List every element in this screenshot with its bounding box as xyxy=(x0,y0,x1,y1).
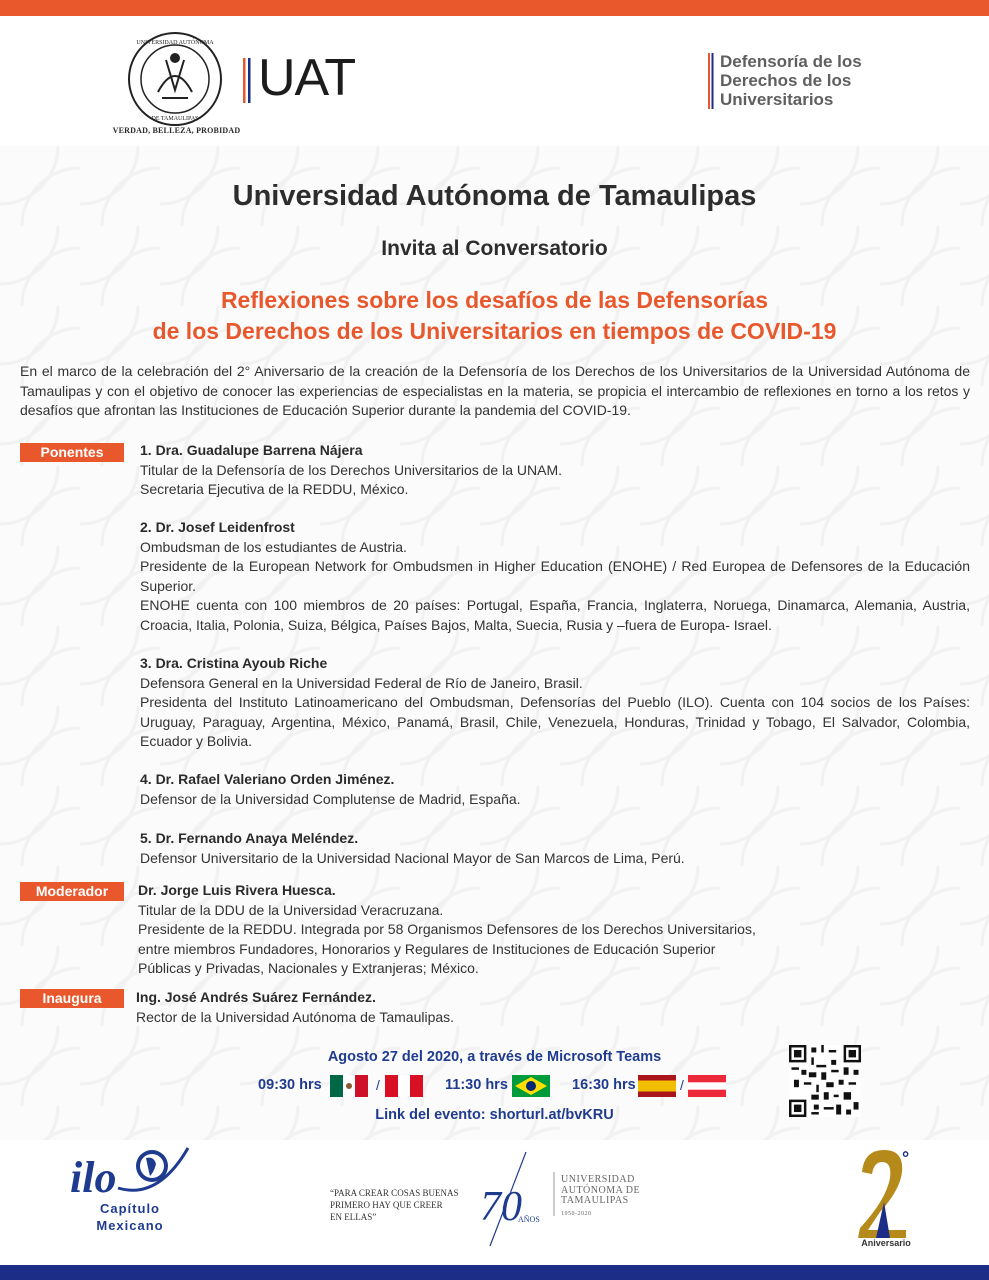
defensoria-color-bars-icon xyxy=(708,53,714,109)
uat-logo-text: UAT xyxy=(258,49,356,107)
uni-line: TAMAULIPAS xyxy=(561,1195,629,1206)
speaker-detail: Titular de la Defensoría de los Derechos Universitarios de la UNAM. xyxy=(140,461,562,478)
moderator-name: Dr. Jorge Luis Rivera Huesca. xyxy=(138,882,336,898)
second-anniversary-logo-icon xyxy=(850,1142,922,1252)
qr-code-icon[interactable] xyxy=(789,1045,861,1117)
uni-years: 1950-2020 xyxy=(561,1210,592,1217)
moderator xyxy=(138,881,968,979)
ponentes-label: Ponentes xyxy=(20,443,124,462)
university-seal-icon xyxy=(122,30,228,128)
ilo-caption xyxy=(60,1200,200,1234)
page-title: Universidad Autónoma de Tamaulipas xyxy=(232,180,757,212)
inaugurator xyxy=(136,988,966,1027)
speaker-detail: ENOHE cuenta con 100 miembros de 20 países: Portugal, España, Francia, Inglaterra, Noruega, Dinamarca, Alemania, Austria, Croacia, Italia, Polonia, Suiza, Bélgica, Países Bajos, Malta, Suecia, Rusia y –fuera de Europa- Israel. xyxy=(140,597,970,633)
inaugura-label: Inaugura xyxy=(20,989,124,1008)
time-spain-austria: 16:30 hrs xyxy=(572,1077,636,1093)
page-subtitle: Invita al Conversatorio xyxy=(381,237,608,260)
svg-text:UNIVERSIDAD AUTÓNOMA: UNIVERSIDAD AUTÓNOMA xyxy=(136,40,214,46)
brazil-flag-icon xyxy=(512,1075,550,1097)
speaker-4 xyxy=(140,770,970,809)
speaker-1 xyxy=(140,441,970,500)
speaker-detail: Secretaria Ejecutiva de la REDDU, México. xyxy=(140,481,409,497)
event-link[interactable]: Link del evento: shorturl.at/bvKRU xyxy=(375,1107,614,1123)
defensoria-line: Universitarios xyxy=(720,90,834,109)
defensoria-line: Defensoría de los xyxy=(720,52,862,71)
seventy-sub: AÑOS xyxy=(518,1215,540,1224)
inaugurator-detail: Rector de la Universidad Autónoma de Tamaulipas. xyxy=(136,1008,455,1025)
moderator-detail: entre miembros Fundadores, Honorarios y Regulares de Instituciones de Educación Superior xyxy=(138,940,716,957)
speaker-name: 3. Dra. Cristina Ayoub Riche xyxy=(140,655,328,671)
moderator-detail: Presidente de la REDDU. Integrada por 58 Organismos Defensores de los Derechos Universitarios, xyxy=(138,921,756,937)
speaker-2 xyxy=(140,518,970,635)
anniversary-caption: Aniversario xyxy=(861,1238,911,1248)
speaker-5 xyxy=(140,829,970,868)
peru-flag-icon xyxy=(385,1075,423,1097)
speaker-detail: Presidente de la European Network for Ombudsmen in Higher Education (ENOHE) / Red Europea de Defensores de la Educación Superior. xyxy=(140,558,970,594)
motto-quote xyxy=(330,1187,480,1223)
topic-line: de los Derechos de los Universitarios en tiempos de COVID-19 xyxy=(152,318,837,344)
seventy-years-logo-icon xyxy=(476,1150,556,1250)
flag-separator: / xyxy=(680,1077,684,1093)
uni-line: AUTÓNOMA DE xyxy=(561,1184,641,1196)
uat-color-bars-icon xyxy=(243,58,251,103)
intro-paragraph: En el marco de la celebración del 2° Aniversario de la creación de la Defensoría de los Derechos de los Universitarios de la Universidad Autónoma de Tamaulipas y con el objetivo de conocer las experiencias de especialistas en la materia, se propicia el intercambio de reflexiones en torno a los retos y desafíos que afrontan las Instituciones de Educación Superior durante la pandemia del COVID-19. xyxy=(20,363,970,418)
top-accent-bar xyxy=(0,0,989,16)
speaker-3 xyxy=(140,654,970,752)
defensoria-line: Derechos de los xyxy=(720,71,852,90)
svg-text:DE TAMAULIPAS: DE TAMAULIPAS xyxy=(151,116,199,122)
moderador-label: Moderador xyxy=(20,882,124,901)
speaker-name: 1. Dra. Guadalupe Barrena Nájera xyxy=(140,442,363,458)
university-70-text xyxy=(561,1175,661,1219)
speaker-detail: Ombudsman de los estudiantes de Austria. xyxy=(140,538,407,555)
speaker-detail: Defensor de la Universidad Complutense de Madrid, España. xyxy=(140,790,521,807)
inaugurator-name: Ing. José Andrés Suárez Fernández. xyxy=(136,989,376,1005)
speaker-name: 4. Dr. Rafael Valeriano Orden Jiménez. xyxy=(140,771,395,787)
speaker-name: 5. Dr. Fernando Anaya Meléndez. xyxy=(140,830,359,846)
seal-motto: VERDAD, BELLEZA, PROBIDAD xyxy=(112,126,241,135)
time-mexico-peru: 09:30 hrs xyxy=(258,1077,322,1093)
moderator-detail: Públicas y Privadas, Nacionales y Extranjeras; México. xyxy=(138,960,479,976)
quote-line: PRIMERO HAY QUE CREER xyxy=(330,1200,443,1210)
mexico-flag-icon xyxy=(330,1075,368,1097)
time-brazil: 11:30 hrs xyxy=(445,1077,508,1093)
defensoria-logo-text xyxy=(720,52,900,109)
speaker-name: 2. Dr. Josef Leidenfrost xyxy=(140,519,295,535)
spain-flag-icon xyxy=(638,1075,676,1097)
quote-line: EN ELLAS” xyxy=(330,1212,377,1222)
speaker-detail: Defensora General en la Universidad Federal de Río de Janeiro, Brasil. xyxy=(140,674,583,691)
ilo-caption-line: Capítulo xyxy=(100,1201,160,1216)
speaker-detail: Defensor Universitario de la Universidad Nacional Mayor de San Marcos de Lima, Perú. xyxy=(140,849,685,866)
uni-line: UNIVERSIDAD xyxy=(561,1174,635,1185)
austria-flag-icon xyxy=(688,1075,726,1097)
event-topic xyxy=(0,285,989,347)
flag-separator: / xyxy=(376,1077,380,1093)
topic-line: Reflexiones sobre los desafíos de las Defensorías xyxy=(220,287,769,313)
seventy-number: 70 xyxy=(480,1184,522,1230)
ilo-caption-line: Mexicano xyxy=(96,1218,164,1233)
svg-text:°: ° xyxy=(902,1148,910,1168)
svg-text:ilo: ilo xyxy=(70,1153,117,1202)
moderator-detail: Titular de la DDU de la Universidad Veracruzana. xyxy=(138,901,444,918)
quote-line: “PARA CREAR COSAS BUENAS xyxy=(330,1188,459,1198)
speaker-detail: Presidenta del Instituto Latinoamericano del Ombudsman, Defensorías del Pueblo (ILO). Cuenta con 104 socios de los Países: Uruguay, Paraguay, Argentina, México, Panamá, Brasil, Chile, Venezuela, Honduras, Trinidad y Tobago, El Salvador, Colombia, Ecuador y Bolivia. xyxy=(140,694,970,749)
event-date: Agosto 27 del 2020, a través de Microsoft Teams xyxy=(327,1049,662,1065)
bottom-accent-bar xyxy=(0,1265,989,1280)
